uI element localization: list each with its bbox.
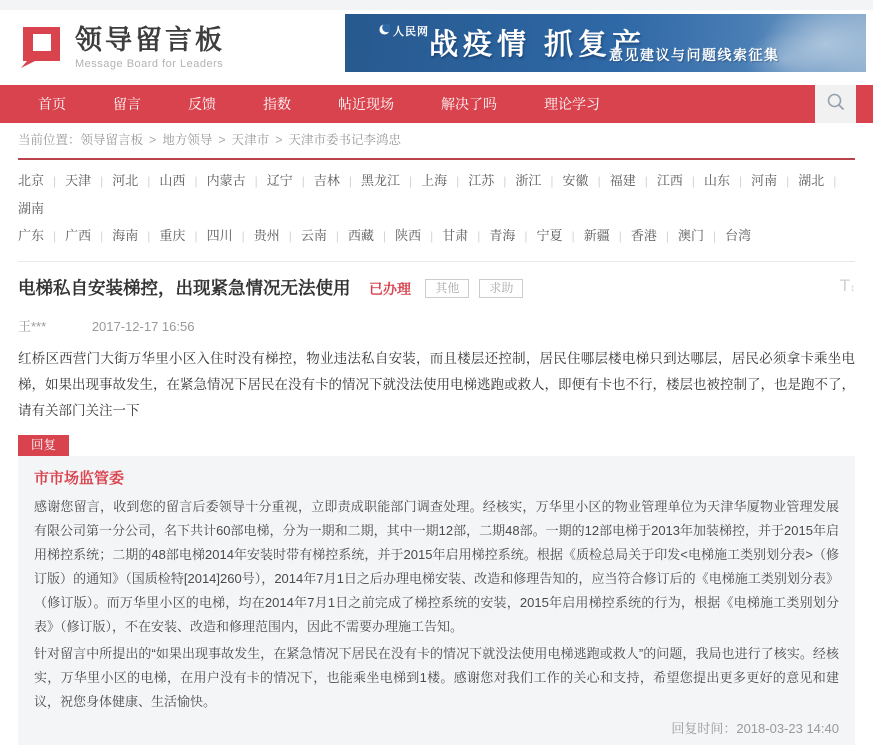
region-link[interactable]: 广东 bbox=[18, 228, 45, 243]
separator: | bbox=[597, 174, 601, 188]
post-time: 2017-12-17 16:56 bbox=[91, 319, 195, 334]
post-title-row bbox=[18, 275, 855, 303]
region-link[interactable]: 贵州 bbox=[253, 228, 280, 243]
separator: | bbox=[301, 174, 305, 188]
message-post bbox=[0, 275, 873, 424]
region-link[interactable]: 江西 bbox=[656, 173, 683, 188]
breadcrumb-label: 当前位置： bbox=[18, 133, 81, 147]
region-link[interactable]: 重庆 bbox=[159, 228, 186, 243]
reply-box bbox=[18, 456, 855, 745]
separator: > bbox=[149, 133, 157, 147]
separator: | bbox=[241, 229, 245, 243]
separator: | bbox=[409, 174, 413, 188]
logo-title: 领导留言板 bbox=[75, 25, 225, 55]
region-link[interactable]: 香港 bbox=[630, 228, 657, 243]
reply-time: 2018-03-23 14:40 bbox=[736, 721, 839, 736]
separator: | bbox=[383, 229, 387, 243]
category-tag: 其他 bbox=[425, 279, 469, 298]
separator: | bbox=[348, 174, 352, 188]
separator: | bbox=[524, 229, 528, 243]
region-link[interactable]: 新疆 bbox=[583, 228, 610, 243]
separator: | bbox=[456, 174, 460, 188]
reply-badge: 回复 bbox=[18, 435, 69, 456]
font-size-icon: T bbox=[839, 276, 850, 295]
separator: | bbox=[712, 229, 717, 243]
banner-brand-label: 人民网 bbox=[393, 26, 429, 38]
separator: > bbox=[275, 133, 283, 147]
separator: | bbox=[644, 174, 648, 188]
status-badge: 已办理 bbox=[368, 281, 411, 297]
font-size-toggle[interactable]: T↕ bbox=[839, 276, 855, 295]
separator: | bbox=[100, 174, 104, 188]
post-body: 红桥区西营门大街万华里小区入住时没有梯控，物业违法私自安装，而且楼层还控制，居民住哪层楼电梯只到达哪层，居民必须拿卡乘坐电梯，如果出现事故发生，在紧急情况下居民在没有卡的情况下就没法使用电梯逃跑或救人，即便有卡也不行，楼层也被控制了，也是跑不了，请有关部门关注一下 bbox=[18, 351, 855, 418]
separator: | bbox=[254, 174, 258, 188]
logo-subtitle: Message Board for Leaders bbox=[75, 58, 224, 70]
separator: | bbox=[477, 229, 481, 243]
separator: | bbox=[738, 174, 743, 188]
region-link[interactable]: 吉林 bbox=[313, 173, 340, 188]
separator: | bbox=[147, 229, 151, 243]
region-link[interactable]: 山东 bbox=[703, 173, 730, 188]
nav-item[interactable]: 反馈 bbox=[188, 96, 216, 112]
separator: | bbox=[786, 174, 790, 188]
region-link[interactable]: 福建 bbox=[609, 173, 636, 188]
region-link[interactable]: 海南 bbox=[112, 228, 139, 243]
campaign-banner[interactable] bbox=[345, 14, 866, 72]
region-link[interactable]: 宁夏 bbox=[536, 228, 563, 243]
nav-item[interactable]: 帖近现场 bbox=[338, 96, 394, 112]
top-strip bbox=[0, 0, 873, 10]
post-meta bbox=[18, 316, 855, 335]
reply-time-row bbox=[34, 718, 839, 737]
region-link[interactable]: 安徽 bbox=[562, 173, 589, 188]
region-link[interactable]: 澳门 bbox=[677, 228, 704, 243]
separator: | bbox=[691, 174, 695, 188]
separator: | bbox=[335, 229, 339, 243]
region-link[interactable]: 内蒙古 bbox=[206, 173, 246, 188]
section-divider bbox=[18, 261, 855, 262]
separator: | bbox=[194, 229, 198, 243]
region-link[interactable]: 浙江 bbox=[515, 173, 542, 188]
region-link[interactable]: 上海 bbox=[421, 173, 448, 188]
separator: | bbox=[665, 229, 669, 243]
banner-headline: 战疫情 抓复产 bbox=[429, 29, 647, 61]
separator: | bbox=[53, 174, 57, 188]
region-group-south bbox=[18, 222, 855, 250]
post-tags bbox=[415, 281, 523, 298]
post-author: 王*** bbox=[18, 319, 47, 334]
region-link[interactable]: 湖北 bbox=[798, 173, 825, 188]
post-title: 电梯私自安装梯控，出现紧急情况无法使用 bbox=[18, 278, 351, 298]
region-link[interactable]: 青海 bbox=[489, 228, 516, 243]
main-nav bbox=[0, 85, 873, 123]
region-link[interactable]: 广西 bbox=[65, 228, 92, 243]
separator: | bbox=[194, 174, 198, 188]
nav-item[interactable]: 理论学习 bbox=[544, 96, 600, 112]
region-link[interactable]: 河北 bbox=[112, 173, 139, 188]
reply-section bbox=[0, 435, 873, 745]
separator: | bbox=[618, 229, 622, 243]
separator: | bbox=[430, 229, 434, 243]
site-header bbox=[0, 10, 873, 85]
separator: | bbox=[571, 229, 575, 243]
region-link[interactable]: 西藏 bbox=[347, 228, 374, 243]
region-link[interactable]: 云南 bbox=[300, 228, 327, 243]
region-link[interactable]: 四川 bbox=[206, 228, 233, 243]
breadcrumb-link[interactable]: 天津市 bbox=[231, 133, 270, 147]
reply-time-label: 回复时间： bbox=[671, 721, 737, 736]
region-link[interactable]: 甘肃 bbox=[442, 228, 469, 243]
region-link[interactable]: 台湾 bbox=[725, 228, 752, 243]
banner-brand bbox=[379, 23, 429, 39]
breadcrumb-link[interactable]: 领导留言板 bbox=[80, 133, 144, 147]
separator: | bbox=[503, 174, 507, 188]
search-icon bbox=[826, 92, 846, 117]
separator: > bbox=[218, 133, 226, 147]
nav-item[interactable]: 留言 bbox=[113, 96, 141, 112]
crescent-moon-icon bbox=[379, 24, 390, 38]
region-link[interactable]: 天津 bbox=[65, 173, 92, 188]
region-link[interactable]: 山西 bbox=[159, 173, 186, 188]
breadcrumb-link[interactable]: 地方领导 bbox=[162, 133, 213, 147]
region-group-north bbox=[18, 167, 855, 222]
search-button[interactable] bbox=[815, 85, 856, 123]
nav-item[interactable]: 指数 bbox=[263, 96, 291, 112]
separator: | bbox=[147, 174, 151, 188]
reply-paragraph: 感谢您留言，收到您的留言后委领导十分重视，立即责成职能部门调查处理。经核实，万华里小区的物业管理单位为天津华厦物业管理发展有限公司第一分公司，名下共计60部电梯，分为一期和二期，其中一期12部，二期48部。一期的12部电梯于2013年加装梯控，并于2015年启用梯控系统；二期的48部电梯2014年安装时带有梯控系统，并于2015年启用梯控系统。根据《质检总局关于印发<电梯施工类别划分表>（修订版）的通知》（国质检特[2014]260号），2014年7月1日之后办理电梯安装、改造和修理告知的，应当符合修订后的《电梯施工类别划分表》（修订版）。而万华里小区的电梯，均在2014年7月1日之前完成了梯控系统的安装，2015年启用梯控系统的行为，根据《电梯施工类别划分表》（修订版），不在安装、改造和修理范围内，因此不需要办理施工告知。 bbox=[34, 499, 839, 634]
region-nav bbox=[0, 160, 873, 258]
separator: | bbox=[100, 229, 104, 243]
breadcrumb-link[interactable]: 天津市委书记李鸿忠 bbox=[288, 133, 402, 147]
nav-item[interactable]: 首页 bbox=[38, 96, 66, 112]
reply-paragraph: 针对留言中所提出的“如果出现事故发生，在紧急情况下居民在没有卡的情况下就没法使用电梯逃跑或救人”的问题，我局也进行了核实。经核实，万华里小区的电梯，在用户没有卡的情况下，也能乘坐电梯到1楼。感谢您对我们工作的关心和支持，希望您提出更多更好的意见和建议，祝您身体健康、生活愉快。 bbox=[34, 646, 839, 709]
region-link[interactable]: 河南 bbox=[751, 173, 778, 188]
region-link[interactable]: 江苏 bbox=[468, 173, 495, 188]
separator: | bbox=[833, 174, 837, 188]
separator: | bbox=[288, 229, 292, 243]
separator: | bbox=[53, 229, 57, 243]
region-link[interactable]: 北京 bbox=[18, 173, 45, 188]
nav-item[interactable]: 解决了吗 bbox=[441, 96, 497, 112]
breadcrumb bbox=[0, 123, 873, 158]
separator: | bbox=[550, 174, 554, 188]
reply-department: 市市场监管委 bbox=[34, 470, 125, 487]
banner-subheadline: 意见建议与问题线索征集 bbox=[609, 47, 780, 63]
site-logo[interactable] bbox=[18, 23, 225, 74]
region-link[interactable]: 陕西 bbox=[395, 228, 422, 243]
logo-speech-bubble-icon bbox=[18, 23, 64, 74]
region-link[interactable]: 湖南 bbox=[18, 201, 45, 216]
region-link[interactable]: 黑龙江 bbox=[360, 173, 400, 188]
region-link[interactable]: 辽宁 bbox=[266, 173, 293, 188]
category-tag: 求助 bbox=[479, 279, 523, 298]
